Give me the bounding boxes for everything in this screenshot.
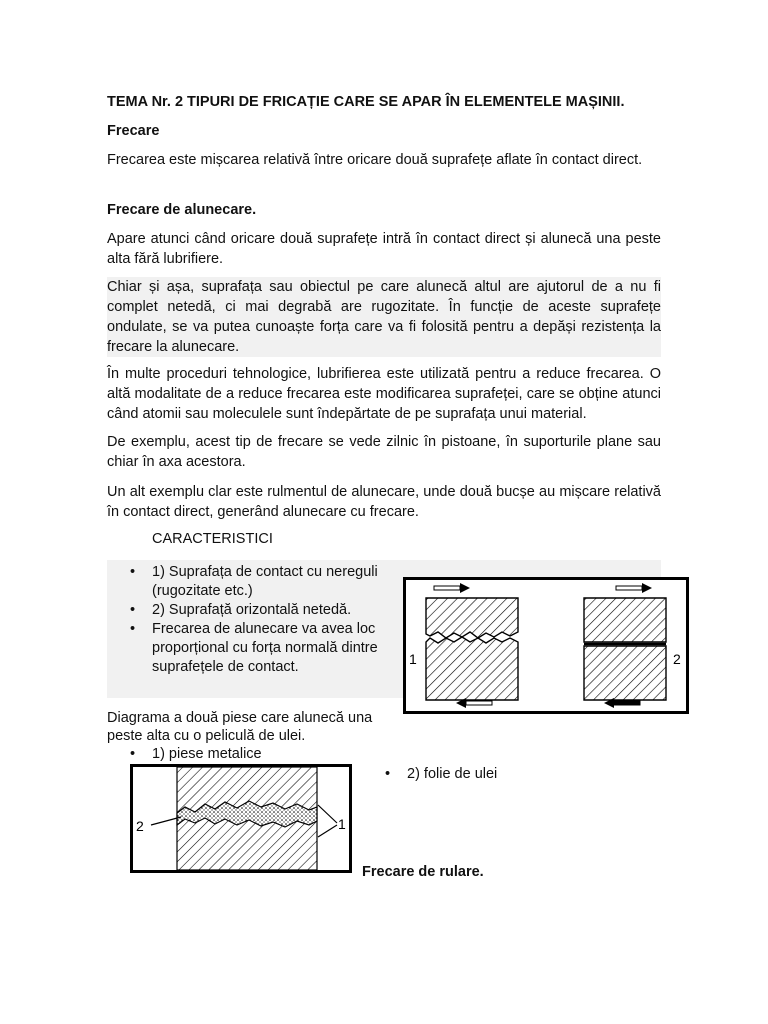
paragraph-alunecare-5: Un alt exemplu clar este rulmentul de alunecare, unde două bucșe au mișcare relativă în contact direct, generând alunecare cu frecare. [107, 484, 661, 520]
diagram-list-1 [130, 745, 262, 763]
lower-smooth-block [584, 646, 666, 700]
diagram-item: • 1) piese metalice [130, 745, 262, 763]
heading-frecare: Frecare [107, 123, 160, 139]
diagram-item: • 2) folie de ulei [385, 765, 497, 783]
characteristic-item: • 1) Suprafața de contact cu nereguli (rugozitate etc.) [130, 563, 392, 601]
diagram-list-2 [385, 765, 497, 783]
characteristic-item: • Frecarea de alunecare va avea loc proporțional cu forța normală dintre suprafețele de contact. [130, 620, 392, 677]
figure1-label-right: 2 [673, 651, 681, 667]
heading-alunecare: Frecare de alunecare. [107, 202, 257, 218]
paragraph-alunecare-1: Apare atunci când oricare două suprafețe intră în contact direct și alunecă una peste alta fără lubrifiere. [107, 231, 661, 267]
paragraph-alunecare-2: Chiar și așa, suprafața sau obiectul pe care alunecă altul are ajutorul de a nu fi complet netedă, ci mai degrabă are rugozitate. În funcție de aceste suprafețe ondulate, se va putea cunoaște forța care va fi folosită pentru a depăși rezistența la frecare la alunecare. [107, 279, 661, 355]
paragraph-alunecare-3: În multe proceduri tehnologice, lubrifierea este utilizată pentru a reduce frecarea. O altă modalitate de a reduce frecarea este modificarea suprafeței, care se obține atunci când atomii sau moleculele sunt îndepărtate de pe suprafața unui material. [107, 366, 661, 422]
figure2-label-right: 1 [338, 816, 346, 832]
characteristics-list [130, 563, 392, 677]
page-title: TEMA Nr. 2 TIPURI DE FRICAȚIE CARE SE APAR ÎN ELEMENTELE MAȘINII. [107, 94, 625, 110]
diagram-caption: Diagrama a două piese care alunecă una peste alta cu o peliculă de ulei. [107, 710, 373, 744]
lower-rough-block [426, 637, 518, 700]
sliding-friction-figure [403, 577, 689, 714]
upper-rough-block [426, 598, 518, 638]
sliding-friction-diagram [406, 580, 686, 711]
characteristics-heading: CARACTERISTICI [152, 531, 273, 547]
paragraph-alunecare-4: De exemplu, acest tip de frecare se vede zilnic în pistoane, în suporturile plane sau chiar în axa acestora. [107, 434, 661, 470]
paragraph-frecare: Frecarea este mișcarea relativă între oricare două suprafețe aflate în contact direct. [107, 152, 643, 168]
oil-film-figure [130, 764, 352, 873]
heading-rulare: Frecare de rulare. [362, 864, 484, 880]
figure2-label-left: 2 [136, 818, 144, 834]
characteristic-item: • 2) Suprafață orizontală netedă. [130, 601, 392, 620]
figure1-label-left: 1 [409, 651, 417, 667]
upper-smooth-block [584, 598, 666, 642]
oil-film-diagram [133, 767, 349, 870]
